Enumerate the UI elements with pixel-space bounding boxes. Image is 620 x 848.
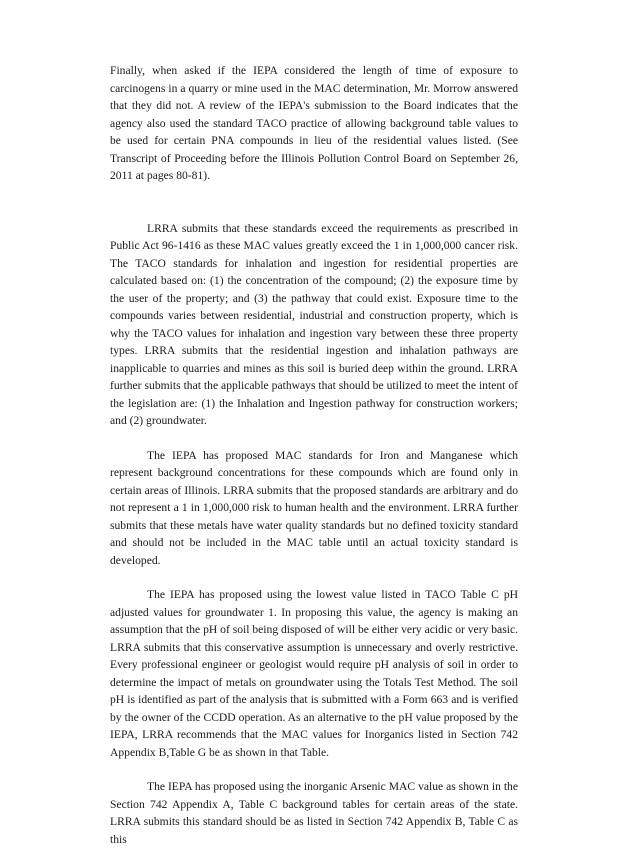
paragraph-iron-manganese: The IEPA has proposed MAC standards for Iron and Manganese which represent background concentrations for these compounds which are found only in certain areas of Illinois. LRRA submits that the proposed standards are arbitrary and do not represent a 1 in 1,000,000 risk to human health and the environment. LRRA further submits that these metals have water quality standards but no defined toxicity standard and should not be included in the MAC table until an actual toxicity standard is developed. xyxy=(110,448,518,567)
document-page xyxy=(110,62,518,848)
paragraph-standards-exceed: LRRA submits that these standards exceed the requirements as prescribed in Public Act 96-1416 as these MAC values greatly exceed the 1 in 1,000,000 cancer risk. The TACO standards for inhalation and ingestion for residential properties are calculated based on: (1) the concentration of the compound; (2) the exposure time by the user of the property; and (3) the pathway that could exist. Exposure time to the compounds varies between residential, industrial and construction property, which is why the TACO values for inhalation and ingestion vary between these three property types. LRRA submits that the residential ingestion and inhalation pathways are inapplicable to quarries and mines as this soil is buried deep within the ground. LRRA further submits that the applicable pathways that should be utilized to meet the intent of the legislation are: (1) the Inhalation and Ingestion pathway for construction workers; and (2) groundwater. xyxy=(110,221,518,427)
paragraph-arsenic: The IEPA has proposed using the inorganic Arsenic MAC value as shown in the Section 742 Appendix A, Table C background tables for certain areas of the state. LRRA submits this standard should be as listed in Section 742 Appendix B, Table C as this xyxy=(110,780,518,846)
paragraph-ph-values: The IEPA has proposed using the lowest value listed in TACO Table C pH adjusted values for groundwater 1. In proposing this value, the agency is making an assumption that the pH of soil being disposed of will be either very acidic or very basic. LRRA submits that this conservative assumption is unnecessary and overly restrictive. Every professional engineer or geologist would require pH analysis of soil in order to determine the impact of metals on groundwater using the Totals Test Method. The soil pH is identified as part of the analysis that is submitted with a Form 663 and is verified by the owner of the CCDD operation. As an alternative to the pH value proposed by the IEPA, LRRA recommends that the MAC values for Inorganics listed in Section 742 Appendix B,Table G be as shown in that Table. xyxy=(110,588,518,759)
paragraph-exposure-time: Finally, when asked if the IEPA considered the length of time of exposure to carcinogens in a quarry or mine used in the MAC determination, Mr. Morrow answered that they did not. A review of the IEPA's submission to the Board indicates that the agency also used the standard TACO practice of allowing background table values to be used for certain PNA compounds in lieu of the residential values listed. (See Transcript of Proceeding before the Illinois Pollution Control Board on September 26, 2011 at pages 80-81). xyxy=(110,64,518,182)
